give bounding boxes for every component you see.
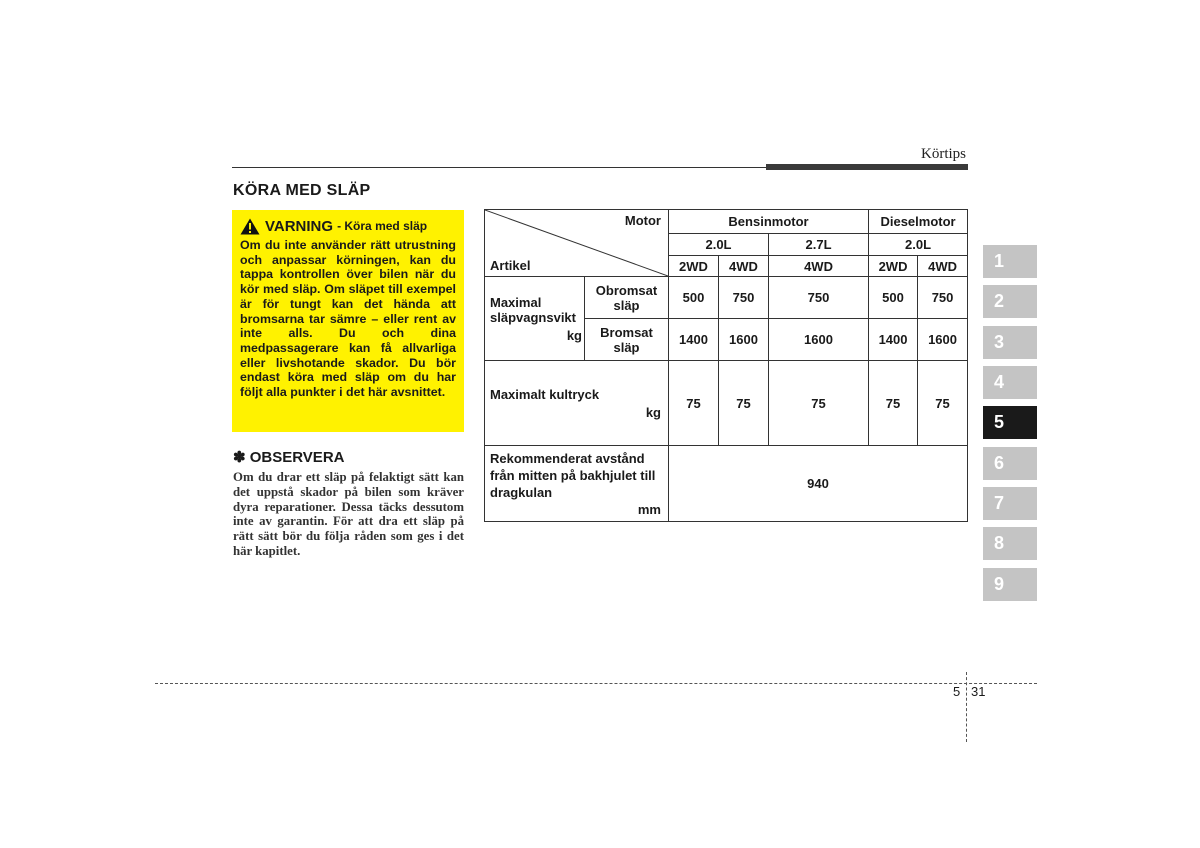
footer-divider bbox=[966, 672, 967, 742]
warning-subtitle: - Köra med släp bbox=[337, 219, 428, 233]
table-cell: 75 bbox=[719, 361, 769, 446]
displacement-header: 2.0L bbox=[869, 234, 968, 256]
towing-spec-table bbox=[484, 209, 968, 522]
recommended-unit: mm bbox=[637, 501, 661, 517]
running-header: Körtips bbox=[921, 146, 966, 162]
table-cell: 1400 bbox=[869, 319, 918, 361]
table-cell: 750 bbox=[719, 277, 769, 319]
max-tongue-unit: kg bbox=[645, 404, 661, 420]
drive-header: 4WD bbox=[918, 256, 968, 277]
table-cell: 1600 bbox=[769, 319, 869, 361]
max-trailer-label: Maximal släpvagnsvikt bbox=[490, 294, 576, 325]
warning-title: VARNING bbox=[265, 217, 334, 235]
section-title: KÖRA MED SLÄP bbox=[233, 182, 371, 199]
table-corner-cell bbox=[485, 210, 669, 277]
table-cell: 1400 bbox=[669, 319, 719, 361]
max-trailer-unit: kg bbox=[566, 327, 582, 343]
chapter-tab-3[interactable]: 3 bbox=[983, 326, 1037, 359]
recommended-value: 940 bbox=[669, 446, 968, 522]
chapter-tab-8[interactable]: 8 bbox=[983, 527, 1037, 560]
warning-triangle-icon bbox=[240, 218, 260, 235]
braked-label: Bromsat släp bbox=[585, 319, 669, 361]
motor-label: Motor bbox=[624, 213, 661, 228]
recommended-label: Rekommenderat avstånd från mitten på bakhjulet till dragkulan bbox=[490, 450, 656, 500]
note-heading: ✽ OBSERVERA bbox=[233, 449, 345, 466]
chapter-tab-1[interactable]: 1 bbox=[983, 245, 1037, 278]
table-cell: 1600 bbox=[719, 319, 769, 361]
table-cell: 75 bbox=[869, 361, 918, 446]
drive-header: 2WD bbox=[669, 256, 719, 277]
header-rule-thick bbox=[766, 164, 968, 170]
table-cell: 1600 bbox=[918, 319, 968, 361]
footer-rule bbox=[155, 683, 1037, 684]
artikel-label: Artikel bbox=[490, 258, 531, 273]
drive-header: 2WD bbox=[869, 256, 918, 277]
petrol-engine-header: Bensinmotor bbox=[669, 210, 869, 234]
chapter-tab-6[interactable]: 6 bbox=[983, 447, 1037, 480]
chapter-tab-5[interactable]: 5 bbox=[983, 406, 1037, 439]
note-text: Om du drar ett släp på felaktigt sätt kan det uppstå skador på bilen som kräver dyra reparationer. Dessa täcks dessutom inte av garantin. För att dra ett släp på rätt sätt bör du följa råden som ges i det här kapitlet. bbox=[233, 470, 464, 558]
drive-header: 4WD bbox=[719, 256, 769, 277]
table-cell: 500 bbox=[869, 277, 918, 319]
warning-heading bbox=[240, 217, 456, 235]
max-trailer-row-label bbox=[485, 277, 585, 361]
chapter-tab-9[interactable]: 9 bbox=[983, 568, 1037, 601]
footer-chapter-number: 5 bbox=[953, 684, 961, 699]
table-cell: 75 bbox=[918, 361, 968, 446]
unbraked-label: Obromsat släp bbox=[585, 277, 669, 319]
table-cell: 75 bbox=[769, 361, 869, 446]
table-cell: 75 bbox=[669, 361, 719, 446]
table-cell: 500 bbox=[669, 277, 719, 319]
displacement-header: 2.7L bbox=[769, 234, 869, 256]
drive-header: 4WD bbox=[769, 256, 869, 277]
table-cell: 750 bbox=[918, 277, 968, 319]
max-tongue-label: Maximalt kultryck bbox=[490, 386, 600, 402]
max-tongue-row-label bbox=[485, 361, 669, 446]
chapter-tab-4[interactable]: 4 bbox=[983, 366, 1037, 399]
header-rule bbox=[232, 167, 766, 168]
chapter-tab-2[interactable]: 2 bbox=[983, 285, 1037, 318]
diesel-engine-header: Dieselmotor bbox=[869, 210, 968, 234]
displacement-header: 2.0L bbox=[669, 234, 769, 256]
warning-text: Om du inte använder rätt utrustning och anpassar körningen, kan du tappa kontrollen över bilen när du kör med släp. Om släpet till exempel är för tungt kan det hända att bromsarna tar sämre – eller rent av inte alls. Du och dina medpassagerare kan få allvarliga eller livshotande skador. Du bör endast köra med släp om du har följt alla punkter i det här avsnittet. bbox=[240, 238, 456, 400]
table-cell: 750 bbox=[769, 277, 869, 319]
footer-page-number: 31 bbox=[971, 684, 986, 699]
warning-box bbox=[232, 210, 464, 432]
chapter-tab-7[interactable]: 7 bbox=[983, 487, 1037, 520]
recommended-row-label bbox=[485, 446, 669, 522]
